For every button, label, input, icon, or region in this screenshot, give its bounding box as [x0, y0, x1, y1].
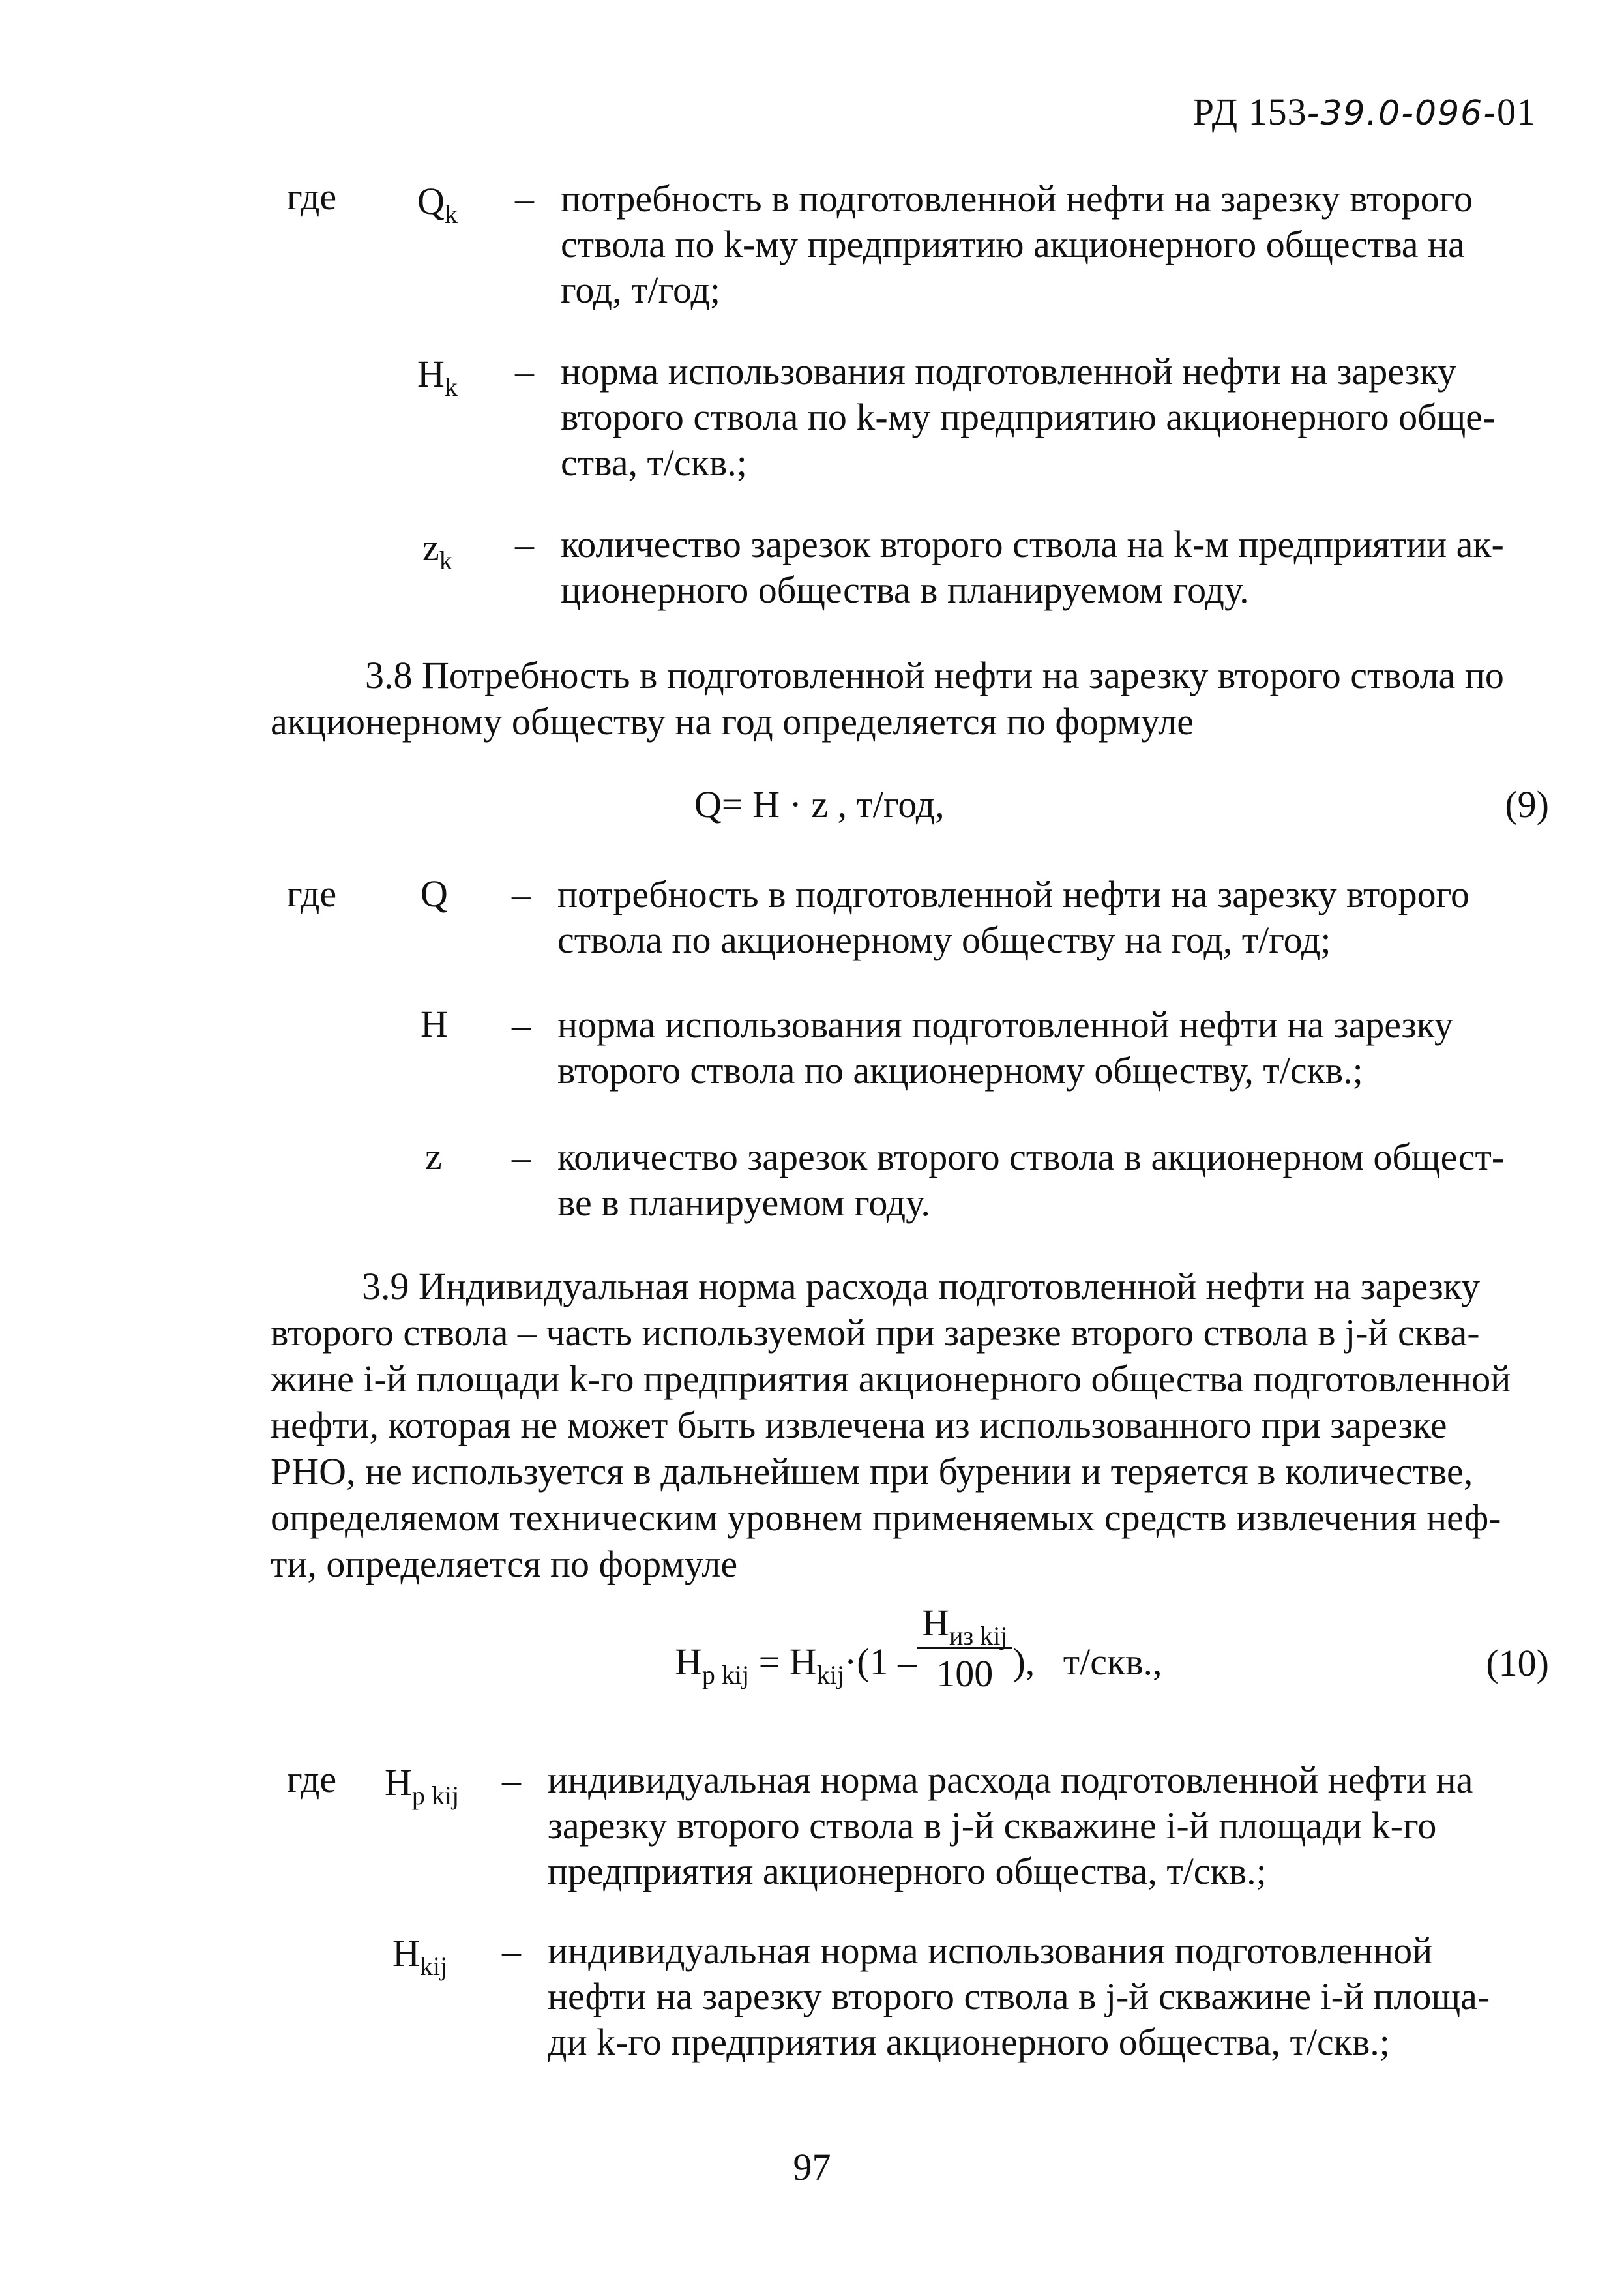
definition-z-text: количество зарезок второго ствола в акционерном общест- ве в планируемом году. [557, 1136, 1505, 1224]
definition-qk-text: потребность в подготовленной нефти на зарезку второго ствола по k-му предприятию акционерного общества на год, т/год; [561, 177, 1473, 311]
where-label-2: где [287, 872, 337, 915]
symbol-h: Н [421, 1003, 448, 1045]
definition-h: – норма использования подготовленной нефти на зарезку второго ствола по акционерному обществу, т/скв.; [512, 1002, 1594, 1100]
definition-h-kij-text: индивидуальная норма использования подготовленной нефти на зарезку второго ствола в j-й скважине i-й площа- ди k-го предприятия акционерного общества, т/скв.; [548, 1929, 1490, 2063]
definition-qk: – потребность в подготовленной нефти на зарезку второго ствола по k-му предприятию акционерного общества на год, т/год; [515, 176, 1591, 320]
definition-z: – количество зарезок второго ствола в акционерном общест- ве в планируемом году. [512, 1135, 1594, 1232]
header-suffix: 01 [1497, 91, 1536, 133]
formula-10-fraction: $\frac{Н_{из kij}}{100}$ [917, 1601, 1012, 1695]
symbol-zk: $z_k$ [422, 526, 452, 575]
definition-hp-kij: – индивидуальная норма расхода подготовленной нефти на зарезку второго ствола в j-й скважине i-й площади k-го предприятия акционерного общества, т/скв.; [502, 1757, 1597, 1901]
para-3-9-line-1: 3.9 Индивидуальная норма расхода подготовленной нефти на зарезку [362, 1265, 1481, 1307]
definition-zk: – количество зарезок второго ствола на k-м предприятии ак- ционерного общества в планируемом году. [515, 522, 1591, 619]
definition-hk: – норма использования подготовленной нефти на зарезку второго ствола по k-му предприятию акционерного обще- ства, т/скв.; [515, 349, 1591, 492]
formula-9: Q= Н · z , т/год, [694, 783, 945, 826]
definition-q: – потребность в подготовленной нефти на зарезку второго ствола по акционерному обществу на год, т/год; [512, 872, 1594, 970]
definition-hk-text: норма использования подготовленной нефти на зарезку второго ствола по k-му предприятию акционерного обще- ства, т/скв.; [561, 350, 1496, 484]
where-label-3: где [287, 1758, 337, 1800]
formula-10: $Н_{p kij} = Н_{kij}\cdot(1$ – $\frac{Н_{из kij}}{100}$ ), т/скв., [675, 1601, 1162, 1695]
definition-hp-kij-text: индивидуальная норма расхода подготовленной нефти на зарезку второго ствола в j-й скважине i-й площади k-го предприятия акционерного общества, т/скв.; [548, 1759, 1473, 1892]
definition-h-text: норма использования подготовленной нефти на зарезку второго ствола по акционерному обществу, т/скв.; [557, 1004, 1453, 1092]
definition-zk-text: количество зарезок второго ствола на k-м предприятии ак- ционерного общества в планируемом году. [561, 523, 1504, 611]
para-3-8-line-2: акционерному обществу на год определяется по формуле [271, 700, 1194, 743]
symbol-qk: $Q_k$ [417, 180, 458, 229]
header-prefix: РД 153 [1192, 91, 1307, 133]
header-handwritten-number: -39.0-096- [1307, 94, 1497, 133]
symbol-z: z [425, 1135, 442, 1178]
definition-q-text: потребность в подготовленной нефти на зарезку второго ствола по акционерному обществу на год, т/год; [557, 873, 1469, 961]
where-label-1: где [287, 175, 337, 218]
document-code-header [1193, 90, 1536, 134]
definition-h-kij: – индивидуальная норма использования подготовленной нефти на зарезку второго ствола в j-й скважине i-й площа- ди k-го предприятия акционерного общества, т/скв.; [502, 1928, 1597, 2072]
symbol-hk: $Н_k$ [417, 353, 458, 402]
symbol-q: Q [421, 872, 448, 915]
para-3-8-line-1: 3.8 Потребность в подготовленной нефти на зарезку второго ствола по [365, 654, 1504, 696]
symbol-h-kij: $Н_{kij}$ [392, 1932, 448, 1981]
page-number: 97 [793, 2146, 831, 2188]
para-3-9-body: второго ствола – часть используемой при зарезке второго ствола в j-й сква- жине i-й площади k-го предприятия акционерного общества подготовленной нефти, которая не может быть извлечена из использованного при зарезке РНО, не используется в дальнейшем при бурении и теряется в количестве, определяемом техническим уровнем применяемых средств извлечения неф- ти, определяется по формуле [271, 1311, 1511, 1585]
formula-10-number: (10) [1486, 1642, 1549, 1684]
formula-9-number: (9) [1505, 783, 1549, 826]
symbol-hp-kij: $Н_{p kij}$ [385, 1761, 460, 1810]
